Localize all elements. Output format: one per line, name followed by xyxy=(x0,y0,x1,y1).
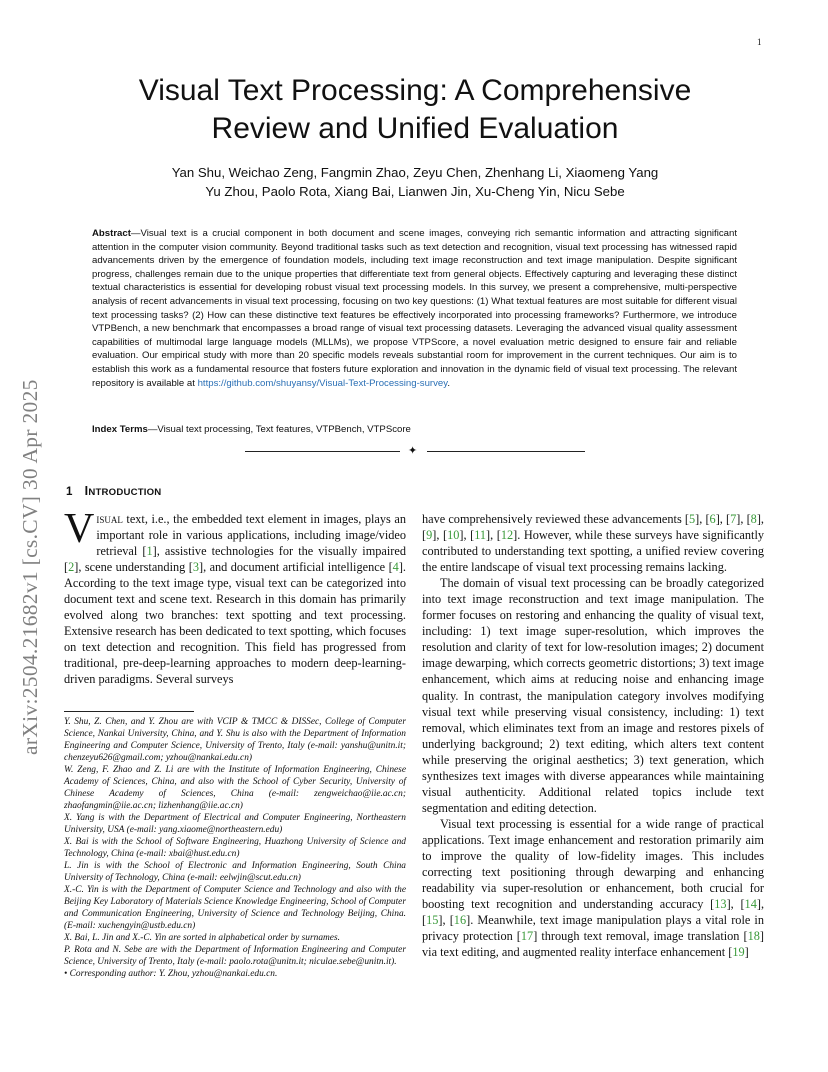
title-line-1: Visual Text Processing: A Comprehensive xyxy=(138,74,692,107)
intro-paragraph-2: The domain of visual text processing can be broadly categorized into text image reconstruction and text image manipulation. The former focuses on restoring and enhancing the quality of visual text, including: 1) text image super-resolution, which improves the resolution and clarity of text for low-resolution images; 2) document image dewarping, which corrects geometric distortions; 3) text image enhancement, which aims at reducing noise and enhancing image quality. In contrast, the manipulation category involves modifying visual text while preserving visual consistency, including: 1) text removal, which eliminates text from an image and restores pixels of underlying background; 2) text editing, which alters text content while preserving the original aesthetics; 3) text generation, which synthesizes text images with diverse appearances while maintaining visual authenticity. Additional related topics include text segmentation and editing detection. xyxy=(422,576,764,815)
footnotes xyxy=(64,716,406,980)
page-number: 1 xyxy=(757,37,762,47)
footnote: X. Bai is with the School of Software Engineering, Huazhong University of Science and Technology, China (e-mail: xbai@hust.edu.cn) xyxy=(64,837,406,859)
paragraph-text: Visual text processing is essential for a wide range of practical applications. Text image enhancement and restoration primarily aim to improve the quality of low-fidelity images. This includes correcting text positioning through dewarping and enhancing readability via super-resolution or enhancement, both crucial for boosting text recognition and understanding accuracy [ xyxy=(422,816,764,912)
paragraph-text: text, i.e., the embedded text element in images, plays an important role in various applications, including image/video retrieval [ xyxy=(96,512,406,559)
arxiv-identifier-stamp: arXiv:2504.21682v1 [cs.CV] 30 Apr 2025 xyxy=(18,379,42,755)
citation-link[interactable]: 15 xyxy=(426,913,439,928)
authors-line-1: Yan Shu, Weichao Zeng, Fangmin Zhao, Zeyu Chen, Zhenhang Li, Xiaomeng Yang xyxy=(171,165,659,180)
paragraph-text: ]. However, while these surveys have significantly contributed to understanding text spotting, a unified review covering the entire landscape of visual text processing remains lacking. xyxy=(422,528,765,575)
citation-link[interactable]: 5 xyxy=(688,512,696,526)
divider-line-left xyxy=(245,451,400,452)
dropcap-letter: V xyxy=(64,506,95,552)
section-heading-introduction xyxy=(66,484,161,498)
paragraph-text: ], [ xyxy=(438,913,454,928)
citation-link[interactable]: 3 xyxy=(192,560,199,575)
section-title-initial: I xyxy=(84,484,89,498)
citation-link[interactable]: 18 xyxy=(747,929,760,944)
abstract-text: —Visual text is a crucial component in both document and scene images, conveying rich semantic information and attracting significant attention in the computer vision community. Beyond traditional tasks such as text detection and recognition, visual text processing has witnessed rapid advancements driven by the emergence of foundation models, including text image reconstruction and text image manipulation. Despite significant progress, challenges remain due to the unique properties that differentiate text from general objects. Effectively capturing and leveraging these distinct textual characteristics is essential for developing robust visual text processing models. In this survey, we present a comprehensive, multi-perspective analysis of recent advancements in visual text processing, focusing on two key questions: (1) What textual features are most suitable for different visual text processing tasks? (2) How can these distinctive text features be effectively incorporated into processing frameworks? Furthermore, we introduce VTPBench, a new benchmark that encompasses a broad range of visual text processing datasets. Leveraging the advanced visual quality assessment capabilities of multimodal large language models (MLLMs), we propose VTPScore, a novel evaluation metric designed to ensure fair and reliable evaluation. Our empirical study with more than 20 specific models reveals substantial room for improvement in the current techniques. Our aim is to establish this work as a fundamental resource that fosters future exploration and innovation in the dynamic field of visual text processing. The relevant repository is available at xyxy=(92,228,737,389)
footnote: X.-C. Yin is with the Department of Computer Science and Technology and also with the Beijing Key Laboratory of Materials Science Knowledge Engineering, School of Computer and Communication Engineering, University of Science and Technology Beijing, China. (E-mail: xuchengyin@ustb.edu.cn) xyxy=(64,885,406,931)
paragraph-text: ], assistive technologies for the visually impaired [ xyxy=(64,544,406,575)
paragraph-text: ]. Meanwhile, text image manipulation plays a vital role in privacy protection [ xyxy=(422,913,765,944)
citation-link[interactable]: 11 xyxy=(474,528,487,543)
index-terms xyxy=(92,423,737,436)
citation-link[interactable]: 12 xyxy=(500,528,514,543)
paragraph-text: ], and document artificial intelligence [ xyxy=(198,560,393,575)
footnote: P. Rota and N. Sebe are with the Department of Information Engineering and Computer Science, University of Trento, Italy (e-mail: paolo.rota@unitn.it; niculae.sebe@unitn.it). xyxy=(64,945,406,967)
footnote-rule xyxy=(64,711,194,712)
citation-link[interactable]: 14 xyxy=(744,897,757,912)
paragraph-text: ], [ xyxy=(459,528,475,543)
index-terms-text: —Visual text processing, Text features, VTPBench, VTPScore xyxy=(147,424,411,435)
citation-link[interactable]: 17 xyxy=(520,929,534,944)
paper-title xyxy=(80,72,750,148)
paragraph-text: ], [ xyxy=(736,512,751,526)
abstract-end: . xyxy=(447,377,450,389)
paragraph-text: ]. According to the text image type, visual text can be categorized into document text and scene text. Research in this domain has primarily evolved along two branches: text spotting and text processing. Extensive research has been dedicated to text spotting, which focuses on text detection and recognition. This field has progressed from traditional, pre-deep-learning approaches to modern deep-learning-driven paradigms. Several surveys xyxy=(64,560,406,687)
paragraph-text: ], [ xyxy=(695,512,710,526)
citation-link[interactable]: 1 xyxy=(146,544,153,559)
citation-link[interactable]: 6 xyxy=(709,512,716,526)
citation-link[interactable]: 2 xyxy=(68,560,75,575)
smallcaps-word: isual xyxy=(96,512,123,526)
footnote: X. Yang is with the Department of Electrical and Computer Engineering, Northeastern University, USA (e-mail: yang.xiaome@northeastern.edu) xyxy=(64,813,406,835)
citation-link[interactable]: 16 xyxy=(453,913,467,928)
repository-link[interactable]: https://github.com/shuyansy/Visual-Text-Processing-survey xyxy=(197,377,448,389)
citation-link[interactable]: 7 xyxy=(730,512,737,526)
abstract xyxy=(92,227,737,390)
title-line-2: Review and Unified Evaluation xyxy=(211,112,619,145)
citation-link[interactable]: 4 xyxy=(392,560,399,575)
divider-diamond-icon: ✦ xyxy=(408,444,418,457)
section-divider xyxy=(245,444,585,457)
citation-link[interactable]: 13 xyxy=(714,897,727,912)
authors-line-2: Yu Zhou, Paolo Rota, Xiang Bai, Lianwen Jin, Xu-Cheng Yin, Nicu Sebe xyxy=(205,184,625,199)
paragraph-text: have comprehensively reviewed these advancements [ xyxy=(422,512,689,526)
author-list xyxy=(90,163,740,201)
paragraph-text: ], [ xyxy=(715,512,731,526)
citation-link[interactable]: 10 xyxy=(447,528,460,543)
intro-paragraph-continued xyxy=(422,511,764,575)
footnote: Y. Shu, Z. Chen, and Y. Zhou are with VCIP & TMCC & DISSec, College of Computer Science, Nankai University, China, and Y. Shu is also with the Department of Information Engineering and Computer Science, University of Trento, Italy (e-mail: yanshu@unitn.it; chenzeyu626@gmail.com; yzhou@nankai.edu.cn) xyxy=(64,717,406,763)
paragraph-text: ], [ xyxy=(486,528,501,543)
footnote: L. Jin is with the School of Electronic and Information Engineering, South China University of Technology, China (e-mail: eelwjin@scut.edu.cn) xyxy=(64,861,406,883)
section-number: 1 xyxy=(66,485,73,498)
footnote: X. Bai, L. Jin and X.-C. Yin are sorted in alphabetical order by surnames. xyxy=(64,933,340,943)
intro-paragraph-3 xyxy=(422,816,764,960)
paragraph-text: ], scene understanding [ xyxy=(74,560,193,575)
paragraph-text: ] xyxy=(744,945,749,960)
abstract-label: Abstract xyxy=(92,228,131,239)
footnote: • Corresponding author: Y. Zhou, yzhou@nankai.edu.cn. xyxy=(64,969,278,979)
paragraph-text: ], [ xyxy=(422,512,764,543)
divider-line-right xyxy=(427,451,585,452)
paragraph-text: ] via text editing, and augmented reality interface enhancement [ xyxy=(422,929,764,960)
index-terms-label: Index Terms xyxy=(92,424,148,435)
right-column xyxy=(422,511,764,960)
citation-link[interactable]: 9 xyxy=(426,528,433,543)
paragraph-text: ] through text removal, image translation [ xyxy=(533,929,748,944)
paragraph-text: ], [ xyxy=(422,897,765,928)
intro-paragraph-1 xyxy=(64,506,406,688)
footnote: W. Zeng, F. Zhao and Z. Li are with the Institute of Information Engineering, Chinese Academy of Sciences, China, and also with the School of Cyber Security, University of Chinese Academy of Sciences, China (e-mail: zengweichao@iie.ac.cn; zhaofangmin@iie.ac.cn; lizhenhang@iie.ac.cn) xyxy=(64,765,406,811)
citation-link[interactable]: 19 xyxy=(732,945,745,960)
section-title-rest: NTRODUCTION xyxy=(88,487,162,498)
citation-link[interactable]: 8 xyxy=(750,512,757,526)
paragraph-text: ], [ xyxy=(726,897,745,912)
paragraph-text: ], [ xyxy=(432,528,448,543)
left-column xyxy=(64,506,406,688)
